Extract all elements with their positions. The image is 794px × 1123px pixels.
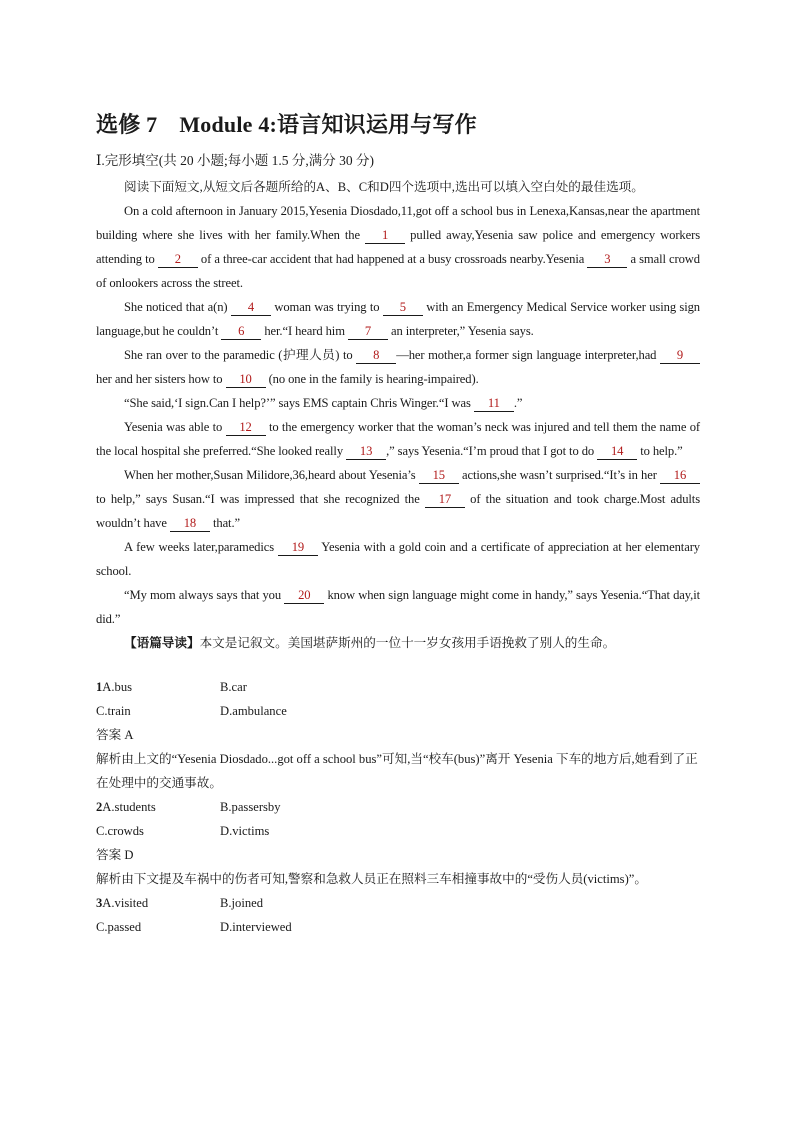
passage-text: “My mom always says that you xyxy=(124,588,285,602)
passage-paragraph xyxy=(96,415,700,463)
page-title xyxy=(96,108,700,139)
cloze-passage xyxy=(96,199,700,631)
reading-guide xyxy=(96,631,700,655)
option-text: A.visited xyxy=(102,896,149,910)
blank-4: 4 xyxy=(231,299,271,316)
blank-10: 10 xyxy=(226,371,266,388)
instructions: 阅读下面短文,从短文后各题所给的A、B、C和D四个选项中,选出可以填入空白处的最佳选项。 xyxy=(124,180,644,194)
blank-14: 14 xyxy=(597,443,637,460)
option xyxy=(96,915,220,939)
answer: 答案 A xyxy=(96,728,134,742)
passage-text: pulled away,Yesenia saw police and emergency workers attending to xyxy=(96,228,700,266)
passage-text: an interpreter,” Yesenia says. xyxy=(387,324,534,338)
passage-text: a small crowd of onlookers across the street. xyxy=(96,252,700,290)
option xyxy=(96,675,220,699)
passage-text: Yesenia with a gold coin and a certificate of appreciation at her elementary school. xyxy=(96,540,700,578)
passage-paragraph xyxy=(96,199,700,295)
passage-text: to the emergency worker that the woman’s neck was injured and tell them the name of the local hospital she preferred.“She looked really xyxy=(96,420,700,458)
option-text: C.passed xyxy=(96,920,142,934)
blank-15: 15 xyxy=(419,467,459,484)
passage-text: “She said,‘I sign.Can I help?’” says EMS captain Chris Winger.“I was xyxy=(124,396,474,410)
question-number: 2 xyxy=(96,800,103,814)
blank-13: 13 xyxy=(346,443,386,460)
passage-text: her.“I heard him xyxy=(261,324,348,338)
option xyxy=(220,819,269,843)
section-heading: Ⅰ.完形填空(共 20 小题;每小题 1.5 分,满分 30 分) xyxy=(96,153,374,168)
option-text: A.students xyxy=(102,800,156,814)
blank-2: 2 xyxy=(158,251,198,268)
blank-12: 12 xyxy=(226,419,266,436)
analysis: 解析由下文提及车祸中的伤者可知,警察和急救人员正在照料三车相撞事故中的“受伤人员(victims)”。 xyxy=(96,872,647,886)
option-text: D.victims xyxy=(220,824,270,838)
blank-19: 19 xyxy=(278,539,318,556)
option-text: C.train xyxy=(96,704,131,718)
passage-text: her and her sisters how to xyxy=(96,372,226,386)
blank-5: 5 xyxy=(383,299,423,316)
question-3 xyxy=(96,891,700,939)
blank-9: 9 xyxy=(660,347,700,364)
blank-11: 11 xyxy=(474,395,514,412)
document-page xyxy=(96,108,700,939)
option xyxy=(220,675,247,699)
blank-7: 7 xyxy=(348,323,388,340)
option-text: B.car xyxy=(220,680,247,694)
passage-text: to help,” says Susan.“I was impressed that she recognized the xyxy=(96,492,425,506)
passage-paragraph xyxy=(96,343,700,391)
analysis: 解析由上文的“Yesenia Diosdado...got off a school bus”可知,当“校车(bus)”离开 Yesenia 下车的地方后,她看到了正在处理中的交通事故。 xyxy=(96,752,698,790)
passage-text: When her mother,Susan Milidore,36,heard about Yesenia’s xyxy=(124,468,419,482)
option-text: B.joined xyxy=(220,896,264,910)
blank-3: 3 xyxy=(587,251,627,268)
option-text: D.ambulance xyxy=(220,704,287,718)
option xyxy=(220,795,281,819)
blank-6: 6 xyxy=(221,323,261,340)
passage-paragraph xyxy=(96,295,700,343)
passage-paragraph xyxy=(96,583,700,631)
question-list xyxy=(96,675,700,939)
question-number: 1 xyxy=(96,680,103,694)
passage-paragraph xyxy=(96,535,700,583)
blank-1: 1 xyxy=(365,227,405,244)
option xyxy=(96,819,220,843)
option xyxy=(220,699,287,723)
blank-20: 20 xyxy=(284,587,324,604)
passage-text: that.” xyxy=(209,516,240,530)
option-text: A.bus xyxy=(102,680,133,694)
passage-text: Yesenia was able to xyxy=(124,420,226,434)
blank-17: 17 xyxy=(425,491,465,508)
blank-18: 18 xyxy=(170,515,210,532)
option xyxy=(96,795,220,819)
option-text: D.interviewed xyxy=(220,920,292,934)
passage-paragraph xyxy=(96,463,700,535)
passage-text: woman was trying to xyxy=(270,300,383,314)
question-2 xyxy=(96,795,700,891)
passage-text: with an Emergency Medical Service worker using sign language,but he couldn’t xyxy=(96,300,701,338)
passage-text: (no one in the family is hearing-impaired). xyxy=(265,372,479,386)
option-text: C.crowds xyxy=(96,824,144,838)
title-part-1: 选修 7 xyxy=(96,112,158,137)
option xyxy=(96,891,220,915)
passage-text: She ran over to the paramedic (护理人员) to xyxy=(124,348,357,362)
question-1 xyxy=(96,675,700,795)
passage-text: know when sign language might come in handy,” says Yesenia.“That day,it did.” xyxy=(96,588,700,626)
guide-label: 【语篇导读】 xyxy=(124,636,200,650)
title-part-2: Module 4:语言知识运用与写作 xyxy=(179,112,477,137)
option xyxy=(96,699,220,723)
question-number: 3 xyxy=(96,896,103,910)
option xyxy=(220,891,263,915)
passage-text: ,” says Yesenia.“I’m proud that I got to do xyxy=(386,444,598,458)
passage-text: She noticed that a(n) xyxy=(124,300,231,314)
blank-8: 8 xyxy=(356,347,396,364)
passage-text: of a three-car accident that had happened at a busy crossroads nearby.Yesenia xyxy=(197,252,588,266)
passage-paragraph xyxy=(96,391,700,415)
option xyxy=(220,915,292,939)
passage-text: actions,she wasn’t surprised.“It’s in her xyxy=(458,468,660,482)
guide-text: 本文是记叙文。美国堪萨斯州的一位十一岁女孩用手语挽救了别人的生命。 xyxy=(199,636,616,650)
option-text: B.passersby xyxy=(220,800,281,814)
blank-16: 16 xyxy=(660,467,700,484)
passage-text: On a cold afternoon in January 2015,Yesenia Diosdado,11,got off a school bus in Lenexa,Kansas,near the apartment building where she lives with her family.When the xyxy=(96,204,700,242)
passage-text: —her mother,a former sign language interpreter,had xyxy=(396,348,661,362)
passage-text: of the situation and took charge.Most adults wouldn’t have xyxy=(96,492,700,530)
passage-text: .” xyxy=(513,396,523,410)
answer: 答案 D xyxy=(96,848,134,862)
passage-text: to help.” xyxy=(637,444,683,458)
passage-text: A few weeks later,paramedics xyxy=(124,540,278,554)
